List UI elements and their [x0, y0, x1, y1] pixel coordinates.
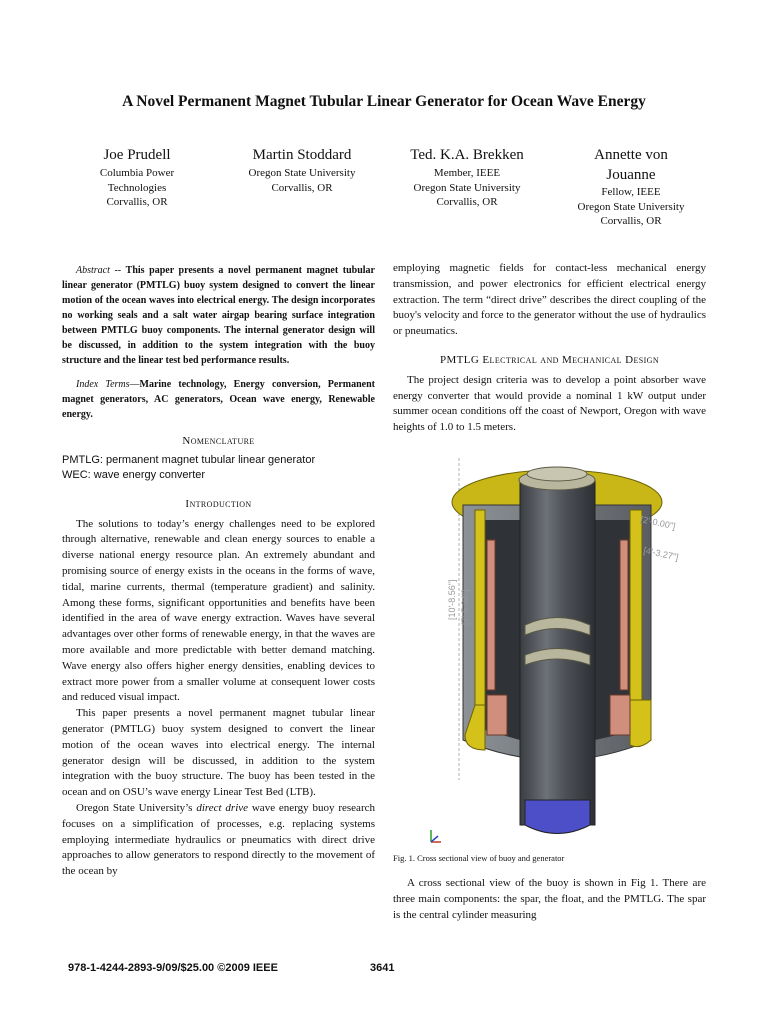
- abstract-label: Abstract: [76, 265, 110, 276]
- nomenclature-item: PMTLG: permanent magnet tubular linear generator: [62, 453, 316, 466]
- introduction-heading: Introduction: [185, 497, 252, 510]
- author-affiliation: Corvallis, OR: [271, 181, 333, 194]
- author-affiliation: Corvallis, OR: [600, 215, 662, 227]
- right-paragraph-2: The project design criteria was to develop a point absorber wave energy converter that would provide a nominal 1 kW output under summer ocean conditions off the coast of Newport, Oregon with wave heights of 1.0 to 1.5 meters.: [393, 373, 706, 434]
- index-terms-dash: —: [129, 379, 140, 390]
- coil-lower-left: [487, 695, 507, 735]
- right-paragraph-3: A cross sectional view of the buoy is shown in Fig 1. There are three main components: the spar, the float, and the PMTLG. The spar is the central cylinder measuring: [393, 877, 706, 921]
- right-paragraph-1: employing magnetic fields for contact-less mechanical energy transmission, and power electronics for efficient electrical energy extraction. The term “direct drive” describes the direct coupling of the buoy's velocity and force to the generator without the use of hydraulics or pneumatics.: [393, 262, 706, 338]
- nomenclature-item: WEC: wave energy converter: [62, 468, 206, 481]
- left-column: [62, 263, 375, 880]
- author-affiliation: Oregon State University: [413, 181, 521, 194]
- author-2: [222, 145, 382, 195]
- index-terms: [62, 377, 375, 422]
- author-affiliation: Technologies: [107, 181, 167, 194]
- author-affiliation: Corvallis, OR: [436, 196, 498, 208]
- intro-p3-post: wave energy buoy research focuses on a simplification of processes, e.g. replacing systems employing intermediate hydraulics or pneumatics with direct drive approaches to allow generators to respond directly to the movement of the ocean by: [62, 801, 375, 878]
- abstract-text: This paper presents a novel permanent magnet tubular linear generator (PMTLG) buoy system designed to convert the linear motion of the ocean waves into electrical energy. The design incorporates no working seals and a salt water airgap bearing surface integration between PMTLG buoy components. The internal generator design will be discussed, in addition to the system integration with the buoy structure and the linear test bed performance results.: [62, 265, 375, 366]
- footer-isbn: 978-1-4244-2893-9/09/$25.00 ©2009 IEEE: [68, 962, 278, 974]
- spar-bottom-plate: [525, 800, 590, 834]
- intro-p3-pre: Oregon State University’s: [76, 801, 197, 814]
- pmtlg-design-heading: PMTLG Electrical and Mechanical Design: [439, 353, 660, 366]
- author-affiliation: Fellow, IEEE: [601, 186, 661, 198]
- intro-paragraph-3: [62, 801, 375, 880]
- dimension-label: [2'-0.00"]: [639, 514, 677, 532]
- author-affiliation: Oregon State University: [248, 167, 356, 179]
- paper-title: A Novel Permanent Magnet Tubular Linear Generator for Ocean Wave Energy: [122, 93, 646, 110]
- abstract: [62, 263, 375, 368]
- right-column-bottom: [393, 876, 706, 923]
- dimension-label: [4'-3.27"]: [642, 545, 680, 563]
- coil-left: [487, 540, 495, 690]
- intro-paragraph-1: The solutions to today’s energy challenges need to be explored through alternative, renewable and clean energy sources to enable a diverse national energy resource plan. An extremely abundant and promising source of energy exists in the oceans in the forms of wave, tidal, marine currents, thermal (temperature gradient) and salinity. Among these forms, significant opportunities and benefits have been identified in the area of wave energy extraction. Waves have several advantages over other forms of renewable energy, in that the waves are more available and more predictable with better demand matching. Wave energy also offers higher energy densities, enabling devices to extract more power from a smaller volume at consequent lower costs and reduced visual impact.: [62, 517, 375, 704]
- author-name: Ted. K.A. Brekken: [410, 147, 524, 163]
- abstract-dash: --: [109, 265, 126, 276]
- float-bottom-right: [630, 700, 651, 747]
- dimension-label: [7'-5.34"]: [460, 589, 470, 625]
- page-number: 3641: [370, 962, 395, 974]
- author-name: Annette von Jouanne: [594, 147, 668, 183]
- author-affiliation: Oregon State University: [577, 200, 685, 213]
- author-affiliation: Columbia Power: [99, 167, 175, 179]
- intro-paragraph-2: This paper presents a novel permanent magnet tubular linear generator (PMTLG) buoy system designed to convert the linear motion of the ocean waves into electrical energy. The internal generator design will be discussed, in addition to the system integration with the buoy structure. The buoy has been tested in the ocean and on OSU’s wave energy Linear Test Bed (LTB).: [62, 707, 375, 799]
- author-1: [62, 145, 212, 210]
- dimension-label: [10'-8.56"]: [447, 579, 457, 620]
- index-terms-label: Index Terms: [76, 379, 130, 390]
- buoy-cross-section-figure: [425, 450, 715, 850]
- author-name: Joe Prudell: [103, 147, 171, 163]
- coil-right: [620, 540, 628, 690]
- author-affiliation: Member, IEEE: [433, 167, 501, 179]
- right-column-top: [393, 261, 706, 436]
- index-terms-text: Marine technology, Energy conversion, Permanent magnet generators, AC generators, Ocean wave energy, Renewable energy.: [62, 379, 376, 420]
- figure-caption: Fig. 1. Cross sectional view of buoy and generator: [393, 853, 565, 863]
- author-4: [560, 145, 702, 229]
- intro-p3-italic: direct drive: [196, 801, 249, 814]
- axis-triad-icon: [431, 830, 441, 842]
- author-3: [388, 145, 546, 210]
- nomenclature-heading: Nomenclature: [182, 435, 255, 447]
- nomenclature-list: [62, 453, 375, 483]
- spar-cap-top: [527, 467, 587, 481]
- author-affiliation: Corvallis, OR: [106, 196, 168, 208]
- author-name: Martin Stoddard: [252, 147, 352, 163]
- coil-lower-right: [610, 695, 630, 735]
